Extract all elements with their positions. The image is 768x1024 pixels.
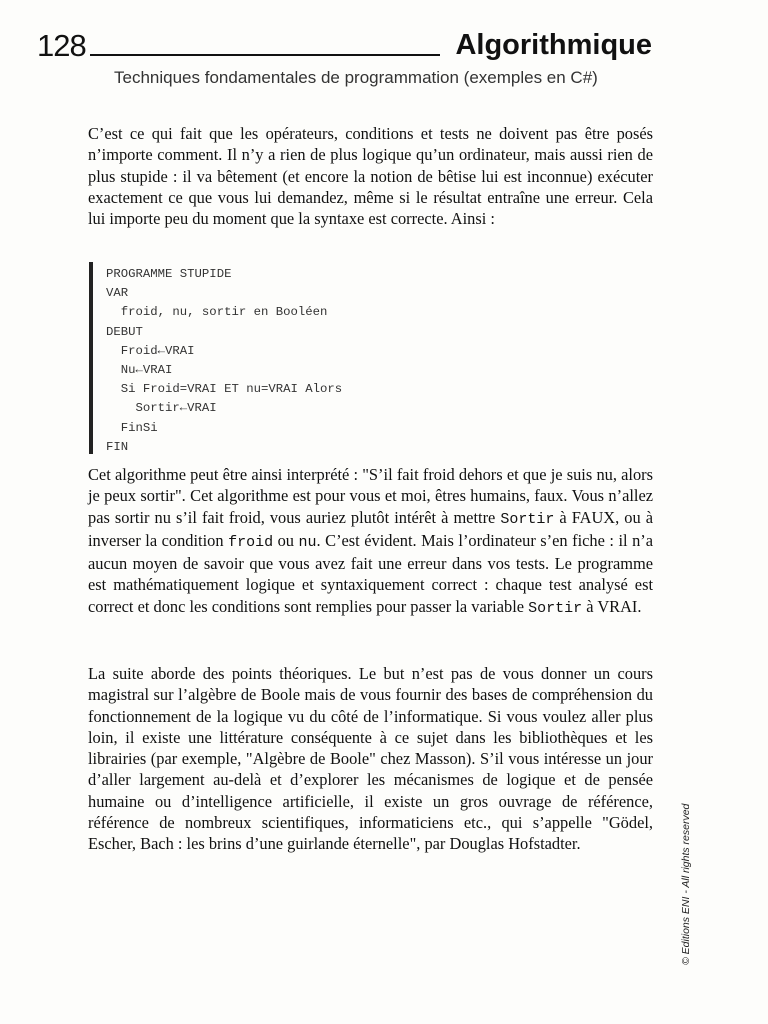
paragraph-intro	[88, 123, 653, 229]
code-line: Froid←VRAI	[106, 343, 195, 358]
paragraph-interpretation	[88, 464, 653, 619]
paragraph-intro-text: C’est ce qui fait que les opérateurs, conditions et tests ne doivent pas être posés n’importe comment. Il n’y a rien de plus logique qu’un ordinateur, mais aussi rien de plus stupide : il va bêtement (et encore la notion de bêtise lui est inconnue) exécuter exactement ce que vous lui demandez, même si le résultat entraîne une erreur. Cela lui importe peu du moment que la syntaxe est correcte. Ainsi :	[88, 124, 653, 229]
text-run: Cet algorithme peut être ainsi interprété : "S’il fait froid dehors et que je suis nu, alors je peux sortir". Cet algorithme est pour vous et moi, êtres humains, faux. Vous n’allez pas sortir nu s’il fait froid, vous auriez plutôt intérêt à mettre	[88, 465, 653, 527]
text-run: ou	[273, 530, 299, 550]
text-run: à VRAI.	[582, 596, 642, 616]
copyright-notice: © Editions ENI - All rights reserved	[680, 803, 692, 965]
code-line: PROGRAMME STUPIDE	[106, 267, 232, 281]
paragraph-theory	[88, 663, 653, 855]
running-title: Algorithmique	[455, 29, 652, 61]
code-line: VAR	[106, 286, 129, 301]
inline-code: Sortir	[528, 599, 583, 617]
inline-code: nu	[298, 533, 317, 551]
code-line: froid, nu, sortir en Booléen	[106, 305, 328, 320]
text-run: . C’est évident. Mais l’ordinateur s’en fiche : il n’a aucun moyen de savoir que vous avez fait une erreur dans vos tests. Le programme est mathématiquement logique et syntaxiquement correct : chaque test analysé est correct et donc les conditions sont remplies pour passer la variable	[88, 530, 653, 616]
code-line: Sortir←VRAI	[106, 401, 217, 416]
header-rule	[90, 54, 440, 56]
page-number: 128	[37, 28, 86, 63]
code-line: FinSi	[106, 420, 158, 435]
inline-code: froid	[228, 533, 274, 551]
running-subtitle: Techniques fondamentales de programmation (exemples en C#)	[114, 68, 598, 87]
code-line: FIN	[106, 439, 129, 454]
code-line: Nu←VRAI	[106, 363, 173, 378]
code-line: DEBUT	[106, 324, 143, 339]
code-block	[89, 262, 509, 454]
text-run: à FAUX, ou à inverser la condition	[88, 507, 653, 550]
paragraph-interpretation-text	[88, 464, 653, 619]
code-line: Si Froid=VRAI ET nu=VRAI Alors	[106, 382, 343, 397]
paragraph-theory-text: La suite aborde des points théoriques. Le but n’est pas de vous donner un cours magistral sur l’algèbre de Boole mais de vous fournir des bases de compréhension du fonctionnement de la logique vu du côté de l’informatique. Si vous voulez aller plus loin, il existe une littérature conséquente à ce sujet dans les bibliothèques et les librairies (par exemple, "Algèbre de Boole" chez Masson). S’il vous intéresse un jour d’aller largement au-delà et d’explorer les mécanismes de logique et de pensée humaine ou d’intelligence artificielle, il existe un gros ouvrage de référence, référence de nombreux scientifiques, informaticiens etc., qui s’appelle "Gödel, Escher, Bach : les brins d’une guirlande éternelle", par Douglas Hofstadter.	[88, 664, 653, 854]
inline-code: Sortir	[500, 510, 555, 528]
